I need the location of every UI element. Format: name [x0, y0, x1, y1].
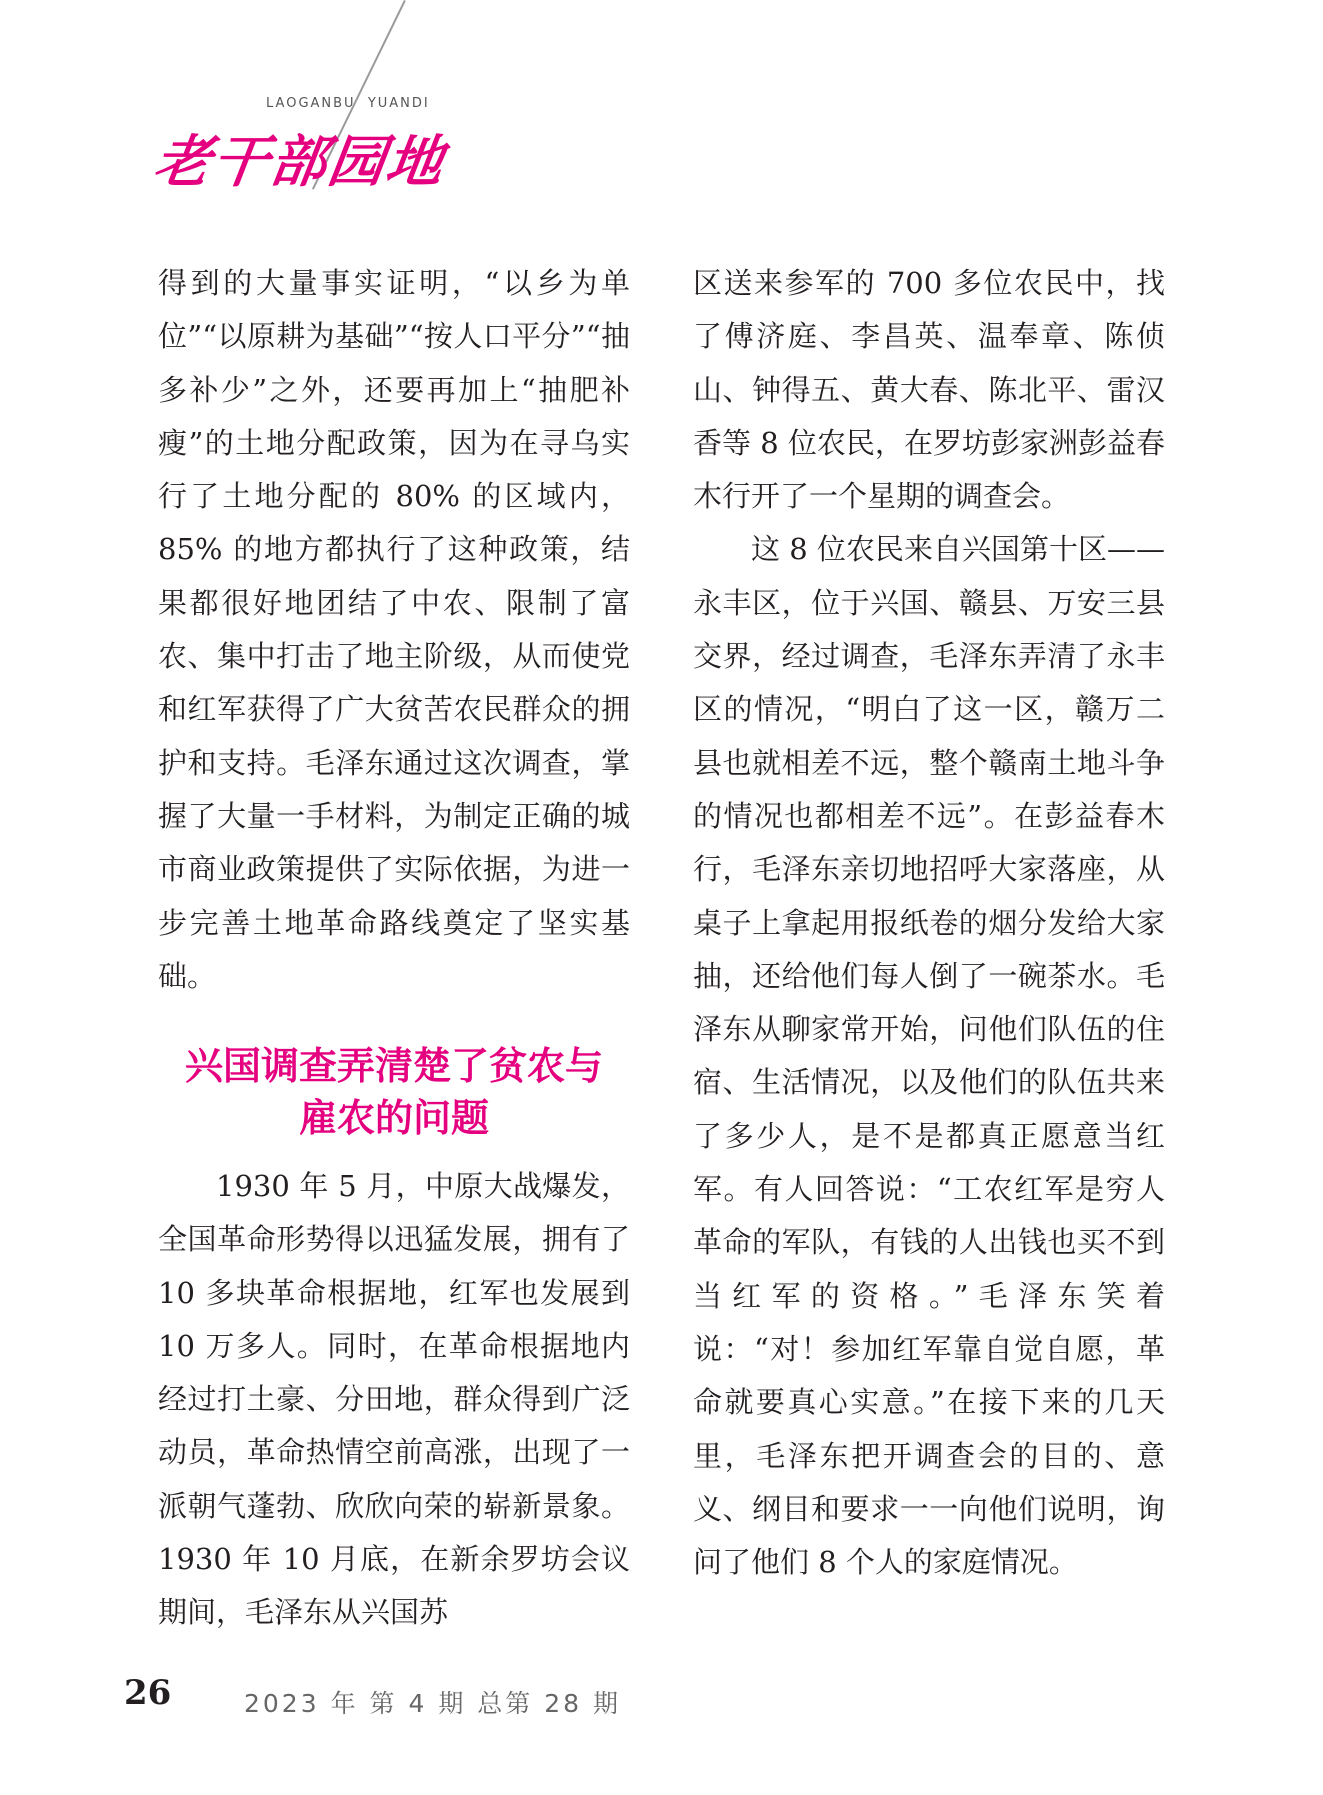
right-paragraph-2: 这 8 位农民来自兴国第十区——永丰区，位于兴国、赣县、万安三县交界，经过调查，毛泽东弄清了永丰区的情况，“明白了这一区，赣万二县也就相差不远，整个赣南土地斗争的情况也都相差不远”。在彭益春木行，毛泽东亲切地招呼大家落座，从桌子上拿起用报纸卷的烟分发给大家抽，还给他们每人倒了一碗茶水。毛泽东从聊家常开始，问他们队伍的住宿、生活情况，以及他们的队伍共来了多少人，是不是都真正愿意当红军。有人回答说：“工农红军是穷人革命的军队，有钱的人出钱也买不到当红军的资格。”毛泽东笑着说：“对！参加红军靠自觉自愿，革命就要真心实意。”在接下来的几天里，毛泽东把开调查会的目的、意义、纲目和要求一一向他们说明，询问了他们 8 个人的家庭情况。 [693, 532, 1165, 1580]
left-column-top [158, 257, 630, 1003]
header-column-title: 老干部园地 [149, 129, 450, 195]
right-paragraph-1: 区送来参军的 700 多位农民中，找了傅济庭、李昌英、温奉章、陈侦山、钟得五、黄大春、陈北平、雷汉香等 8 位农民，在罗坊彭家洲彭益春木行开了一个星期的调查会。 [693, 266, 1165, 514]
left-column-bottom [158, 1160, 630, 1640]
section-heading-line-2: 雇农的问题 [298, 1096, 489, 1140]
right-column [693, 257, 1165, 1589]
section-heading [158, 1040, 630, 1144]
header-english-title: LAOGANBU YUANDI [266, 96, 430, 111]
section-heading-line-1: 兴国调查弄清楚了贫农与 [184, 1044, 603, 1088]
issue-info: 2023 年 第 4 期 总第 28 期 [244, 1689, 621, 1718]
page-number: 26 [124, 1673, 172, 1713]
left-paragraph-1: 得到的大量事实证明，“以乡为单位”“以原耕为基础”“按人口平分”“抽多补少”之外，还要再加上“抽肥补瘦”的土地分配政策，因为在寻乌实行了土地分配的 80% 的区域内，85% 的地方都执行了这种政策，结果都很好地团结了中农、限制了富农、集中打击了地主阶级，从而使党和红军获得了广大贫苦农民群众的拥护和支持。毛泽东通过这次调查，掌握了大量一手材料，为制定正确的城市商业政策提供了实际依据，为进一步完善土地革命路线奠定了坚实基础。 [158, 266, 630, 993]
left-paragraph-2: 1930 年 5 月，中原大战爆发，全国革命形势得以迅猛发展，拥有了 10 多块革命根据地，红军也发展到 10 万多人。同时，在革命根据地内经过打土豪、分田地，群众得到广泛动员，革命热情空前高涨，出现了一派朝气蓬勃、欣欣向荣的崭新景象。1930 年 10 月底，在新余罗坊会议期间，毛泽东从兴国苏 [158, 1169, 630, 1630]
